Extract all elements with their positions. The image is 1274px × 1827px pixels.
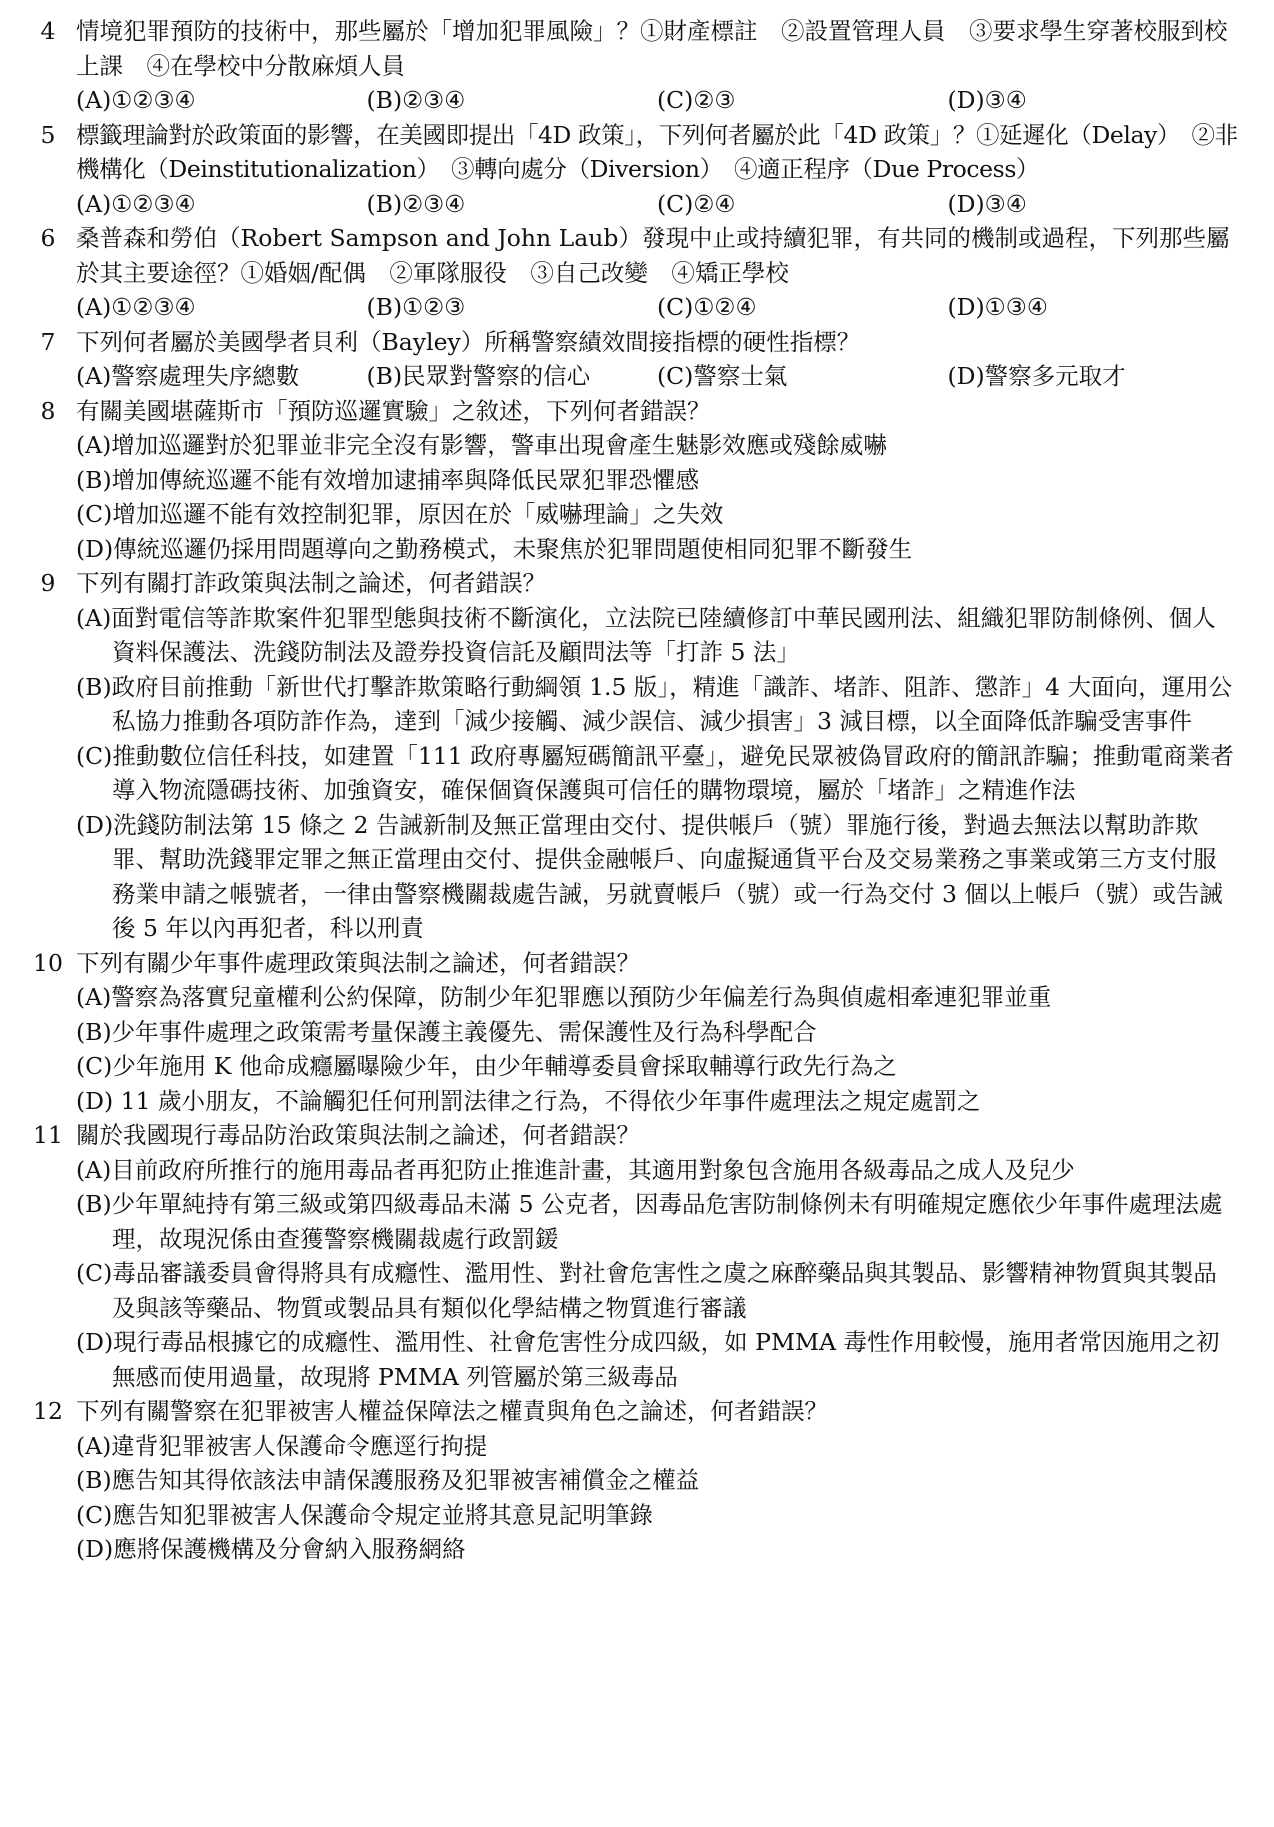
option-c: (C)警察士氣 [657,362,788,390]
question-body [76,946,1238,1119]
option-c: (C)②③ [657,86,736,114]
option-c: (C)①②④ [657,293,757,321]
question-body [76,566,1238,946]
option-d: (D)現行毒品根據它的成癮性、濫用性、社會危害性分成四級，如 PMMA 毒性作用較慢，施用者常因施用之初無感而使用過量，故現將 PMMA 列管屬於第三級毒品 [76,1328,1220,1391]
option-b: (B)應告知其得依該法申請保護服務及犯罪被害補償金之權益 [76,1466,700,1494]
question-body [76,1394,1238,1567]
question-number: 11 [33,1121,63,1149]
question-11 [20,1118,1238,1394]
question-5 [20,118,1238,222]
option-c: (C)應告知犯罪被害人保護命令規定並將其意見記明筆錄 [76,1500,653,1529]
option-b: (B)民眾對警察的信心 [366,362,591,390]
option-b: (B)政府目前推動「新世代打擊詐欺策略行動綱領 1.5 版」，精進「識詐、堵詐、阻詐、懲詐」4 大面向，運用公私協力推動各項防詐作為，達到「減少接觸、減少誤信、減少損害」3 減目標，以全面降低詐騙受害事件 [76,672,1233,735]
option-c: (C)推動數位信任科技，如建置「111 政府專屬短碼簡訊平臺」，避免民眾被偽冒政府的簡訊詐騙；推動電商業者導入物流隱碼技術、加強資安，確保個資保護與可信任的購物環境，屬於「堵詐」之精進作法 [76,741,1234,804]
option-a: (A)增加巡邏對於犯罪並非完全沒有影響，警車出現會產生魅影效應或殘餘威嚇 [76,431,887,459]
option-b: (B)少年單純持有第三級或第四級毒品未滿 5 公克者，因毒品危害防制條例未有明確規定應依少年事件處理法處理，故現況係由查獲警察機關裁處行政罰鍰 [76,1190,1223,1253]
question-body [76,1118,1238,1394]
question-4 [20,14,1238,118]
option-b: (B)②③④ [366,189,466,218]
option-a: (A)①②③④ [76,86,196,114]
question-number: 5 [40,120,56,149]
option-d: (D) 11 歲小朋友，不論觸犯任何刑罰法律之行為，不得依少年事件處理法之規定處罰之 [76,1086,981,1115]
question-number: 10 [33,948,63,977]
question-9 [20,566,1238,946]
option-b: (B)①②③ [366,293,466,321]
option-c: (C)②④ [657,189,736,218]
option-a: (A)面對電信等詐欺案件犯罪型態與技術不斷演化，立法院已陸續修訂中華民國刑法、組織犯罪防制條例、個人資料保護法、洗錢防制法及證券投資信託及顧問法等「打詐 5 法」 [76,603,1216,666]
question-number: 8 [40,396,56,425]
option-d: (D)應將保護機構及分會納入服務網絡 [76,1535,466,1563]
question-stem: 關於我國現行毒品防治政策與法制之論述，何者錯誤？ [76,1121,640,1149]
question-body [76,118,1238,222]
option-d: (D)警察多元取才 [947,362,1126,390]
question-stem: 有關美國堪薩斯市「預防巡邏實驗」之敘述，下列何者錯誤？ [76,396,711,425]
question-stem: 下列有關少年事件處理政策與法制之論述，何者錯誤？ [76,948,640,977]
question-10 [20,946,1238,1119]
option-d: (D)洗錢防制法第 15 條之 2 告誡新制及無正當理由交付、提供帳戶（號）罪施行後，對過去無法以幫助詐欺罪、幫助洗錢罪定罪之無正當理由交付、提供金融帳戶、向虛擬通貨平台及交易業務之事業或第三方支付服務業申請之帳號者，一律由警察機關裁處告誡，另就賣帳戶（號）或一行為交付 3 個以上帳戶（號）或告誡後 5 年以內再犯者，科以刑責 [76,810,1223,942]
option-c: (C)少年施用 K 他命成癮屬曝險少年，由少年輔導委員會採取輔導行政先行為之 [76,1052,897,1080]
option-d: (D)傳統巡邏仍採用問題導向之勤務模式，未聚焦於犯罪問題使相同犯罪不斷發生 [76,534,913,563]
option-row [76,187,1238,222]
option-b: (B)增加傳統巡邏不能有效增加逮捕率與降低民眾犯罪恐懼感 [76,465,700,494]
question-stem: 情境犯罪預防的技術中，那些屬於「增加犯罪風險」？①財產標註 ②設置管理人員 ③要求學生穿著校服到校上課 ④在學校中分散麻煩人員 [76,17,1228,80]
option-a: (A)違背犯罪被害人保護命令應逕行拘提 [76,1431,488,1460]
option-b: (B)②③④ [366,86,466,114]
question-number: 12 [33,1397,63,1425]
option-a: (A)警察為落實兒童權利公約保障，防制少年犯罪應以預防少年偏差行為與偵處相牽連犯罪並重 [76,983,1052,1011]
option-a: (A)①②③④ [76,189,196,218]
question-number: 7 [40,327,56,356]
question-number: 9 [40,569,56,597]
question-8 [20,394,1238,567]
question-stem: 下列何者屬於美國學者貝利（Bayley）所稱警察績效間接指標的硬性指標？ [76,327,861,356]
question-number: 6 [40,224,56,252]
question-stem: 桑普森和勞伯（Robert Sampson and John Laub）發現中止或持續犯罪，有共同的機制或過程，下列那些屬於其主要途徑？①婚姻/配偶 ②軍隊服役 ③自己改變 ④矯正學校 [76,224,1230,287]
question-stem: 下列有關警察在犯罪被害人權益保障法之權責與角色之論述，何者錯誤？ [76,1397,828,1425]
option-d: (D)③④ [947,86,1027,114]
option-b: (B)少年事件處理之政策需考量保護主義優先、需保護性及行為科學配合 [76,1017,817,1046]
option-row [76,359,1238,394]
option-d: (D)③④ [947,189,1027,218]
question-body [76,14,1238,118]
question-7 [20,325,1238,394]
question-body [76,221,1238,325]
option-a: (A)目前政府所推行的施用毒品者再犯防止推進計畫，其適用對象包含施用各級毒品之成人及兒少 [76,1155,1075,1184]
option-row [76,83,1238,118]
option-c: (C)增加巡邏不能有效控制犯罪，原因在於「威嚇理論」之失效 [76,500,724,528]
question-body [76,394,1238,567]
option-row [76,290,1238,325]
option-c: (C)毒品審議委員會得將具有成癮性、濫用性、對社會危害性之虞之麻醉藥品與其製品、影響精神物質與其製品及與該等藥品、物質或製品具有類似化學結構之物質進行審議 [76,1259,1217,1322]
option-d: (D)①③④ [947,293,1048,321]
question-stem: 標籤理論對於政策面的影響，在美國即提出「4D 政策」，下列何者屬於此「4D 政策」？①延遲化（Delay） ②非機構化（Deinstitutionalization） ③轉向處分（Diversion） ④適正程序（Due Process） [76,120,1238,183]
question-stem: 下列有關打詐政策與法制之論述，何者錯誤？ [76,569,546,597]
option-a: (A)①②③④ [76,293,196,321]
question-body [76,325,1238,394]
option-a: (A)警察處理失序總數 [76,362,300,390]
question-number: 4 [40,17,56,45]
question-12 [20,1394,1238,1567]
question-6 [20,221,1238,325]
